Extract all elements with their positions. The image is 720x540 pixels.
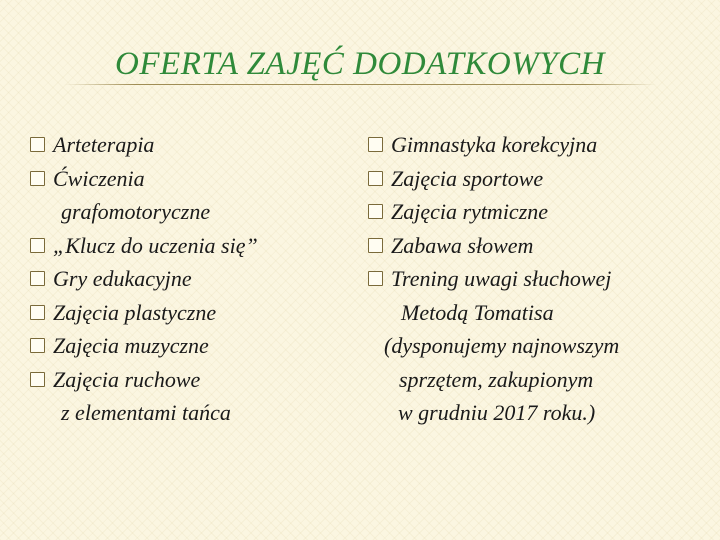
list-item-trening xyxy=(368,262,708,296)
list-item-text: Gry edukacyjne xyxy=(53,266,192,291)
list-item-text: Arteterapia xyxy=(53,132,155,157)
list-item-text: Zajęcia plastyczne xyxy=(53,299,217,325)
list-item-rytmiczne xyxy=(368,195,708,229)
list-item-text: Zajęcia ruchowe xyxy=(53,366,201,392)
list-item-zabawa xyxy=(368,229,708,263)
list-item-continuation: Metodą Tomatisa xyxy=(401,299,554,325)
slide-title: OFERTA ZAJĘĆ DODATKOWYCH xyxy=(115,46,605,82)
list-item-continuation: grafomotoryczne xyxy=(61,199,211,224)
square-bullet-icon xyxy=(368,238,383,253)
list-item-text: Zajęcia sportowe xyxy=(391,165,544,191)
list-item-plastyczne xyxy=(30,296,350,330)
square-bullet-icon xyxy=(368,204,383,219)
square-bullet-icon xyxy=(368,271,383,286)
square-bullet-icon xyxy=(368,137,383,152)
list-item-arteterapia xyxy=(30,128,350,162)
list-item-text: Gimnastyka korekcyjna xyxy=(391,132,598,157)
list-item-muzyczne xyxy=(30,329,350,363)
title-divider xyxy=(64,84,656,85)
list-item-text: Zabawa słowem xyxy=(391,232,534,258)
left-column-list xyxy=(30,128,350,430)
square-bullet-icon xyxy=(30,305,45,320)
list-item-text: Ćwiczenia xyxy=(53,165,145,191)
square-bullet-icon xyxy=(30,137,45,152)
right-column-list xyxy=(368,128,708,430)
square-bullet-icon xyxy=(368,171,383,186)
square-bullet-icon xyxy=(30,238,45,253)
square-bullet-icon xyxy=(30,271,45,286)
list-item-klucz xyxy=(30,229,350,263)
list-item-cwiczenia xyxy=(30,162,350,196)
list-item-text: Trening uwagi słuchowej xyxy=(391,266,612,291)
list-item-ruchowe xyxy=(30,363,350,397)
list-item-sportowe xyxy=(368,162,708,196)
square-bullet-icon xyxy=(30,338,45,353)
list-item-continuation: z elementami tańca xyxy=(61,400,231,425)
square-bullet-icon xyxy=(30,372,45,387)
list-item-gimnastyka xyxy=(368,128,708,162)
list-item-gry xyxy=(30,262,350,296)
list-item-text: Zajęcia muzyczne xyxy=(53,333,209,358)
list-item-continuation: sprzętem, zakupionym xyxy=(399,366,594,392)
list-item-continuation: (dysponujemy najnowszym xyxy=(384,333,620,358)
list-item-text: Zajęcia rytmiczne xyxy=(391,199,549,224)
square-bullet-icon xyxy=(30,171,45,186)
list-item-continuation: w grudniu 2017 roku.) xyxy=(398,400,596,425)
list-item-text: „Klucz do uczenia się” xyxy=(53,232,258,258)
